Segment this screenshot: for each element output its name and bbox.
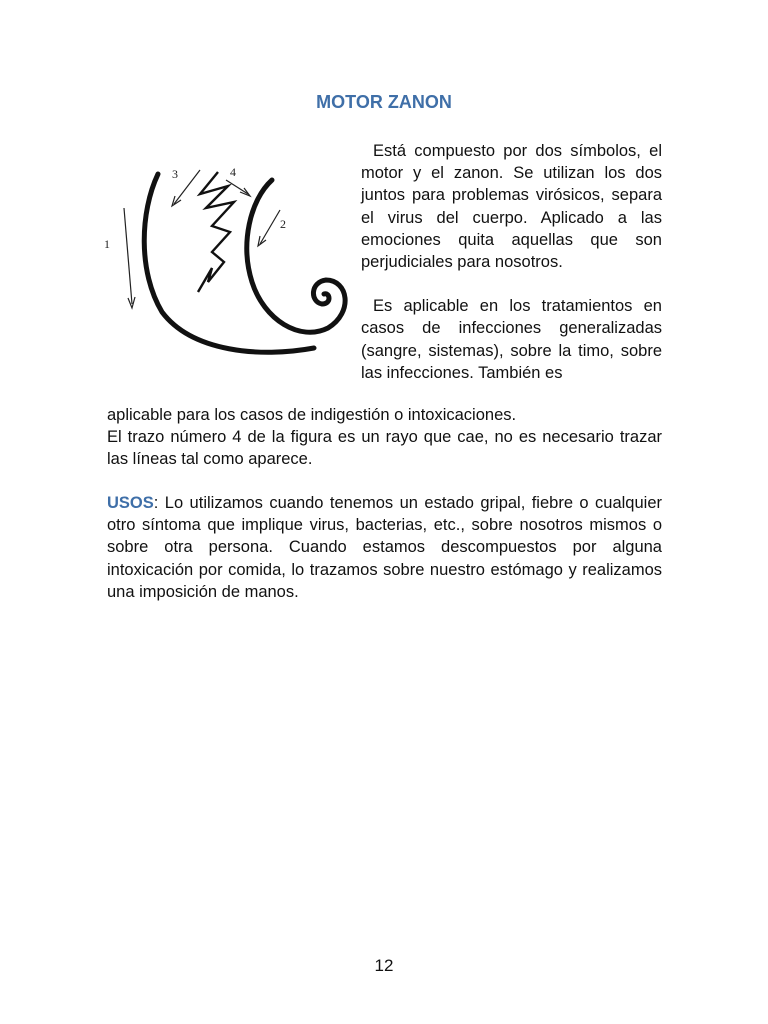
text-line: el motor y el zanon. Se utilizan los dos xyxy=(361,142,662,183)
text-line: trazar las líneas tal como aparece. xyxy=(107,428,662,469)
symbol-drawing xyxy=(100,152,362,368)
lightning-stroke xyxy=(198,172,234,292)
full-width-text xyxy=(107,404,662,471)
arrow-1-line xyxy=(124,208,132,304)
text-line: descompuestos por alguna intoxicación por comida, lo trazamos sobre xyxy=(107,538,662,579)
page-number: 12 xyxy=(374,956,394,975)
paragraph-usos xyxy=(107,492,662,603)
text-line: Está compuesto por dos símbolos, xyxy=(373,142,641,160)
arrow-4-line xyxy=(226,180,248,194)
stroke-label-2: 2 xyxy=(280,217,286,231)
arrow-2-line xyxy=(260,210,280,244)
text-line: nuestro estómago y realizamos una imposición de manos. xyxy=(107,560,662,601)
motor-zanon-symbol xyxy=(100,152,362,368)
text-line: separa el virus del cuerpo. xyxy=(361,186,662,227)
stroke-label-3: 3 xyxy=(172,167,178,181)
text-line: aquellas que son perjudiciales para xyxy=(361,230,662,272)
text-line: cualquier otro síntoma que implique virus, bacterias, etc., sobre xyxy=(107,494,662,535)
spiral-stroke xyxy=(247,180,345,332)
page-title: MOTOR ZANON xyxy=(316,92,452,112)
text-line: aplicable para los casos de indigestión o intoxicaciones. xyxy=(107,406,517,424)
text-line: El trazo número 4 de la figura es un rayo que cae, no es necesario xyxy=(107,428,614,447)
paragraph-applications xyxy=(361,295,662,384)
text-line: sobre las infecciones. También es xyxy=(361,341,662,382)
paragraph-composition xyxy=(361,140,662,273)
text-line: juntos para problemas virósicos, xyxy=(361,186,605,205)
usos-colon: : xyxy=(153,494,159,512)
text-line: nosotros mismos o sobre otra persona. Cuando estamos xyxy=(107,516,662,557)
right-column-text xyxy=(361,140,662,384)
usos-label: USOS xyxy=(107,494,154,512)
text-line: (sangre, sistemas), sobre la timo, xyxy=(361,341,614,360)
text-line: nosotros. xyxy=(494,253,563,272)
usos-section xyxy=(107,492,662,603)
paragraph-continued xyxy=(107,404,662,471)
text-line: casos de infecciones generalizadas xyxy=(361,319,662,338)
stroke-label-4: 4 xyxy=(230,165,236,179)
text-line: Lo utilizamos cuando tenemos un estado gripal, fiebre o xyxy=(158,494,589,512)
text-line: Aplicado a las emociones quita xyxy=(361,208,662,249)
stroke-label-1: 1 xyxy=(104,237,110,251)
text-line: Es aplicable en los tratamientos en xyxy=(373,297,662,316)
